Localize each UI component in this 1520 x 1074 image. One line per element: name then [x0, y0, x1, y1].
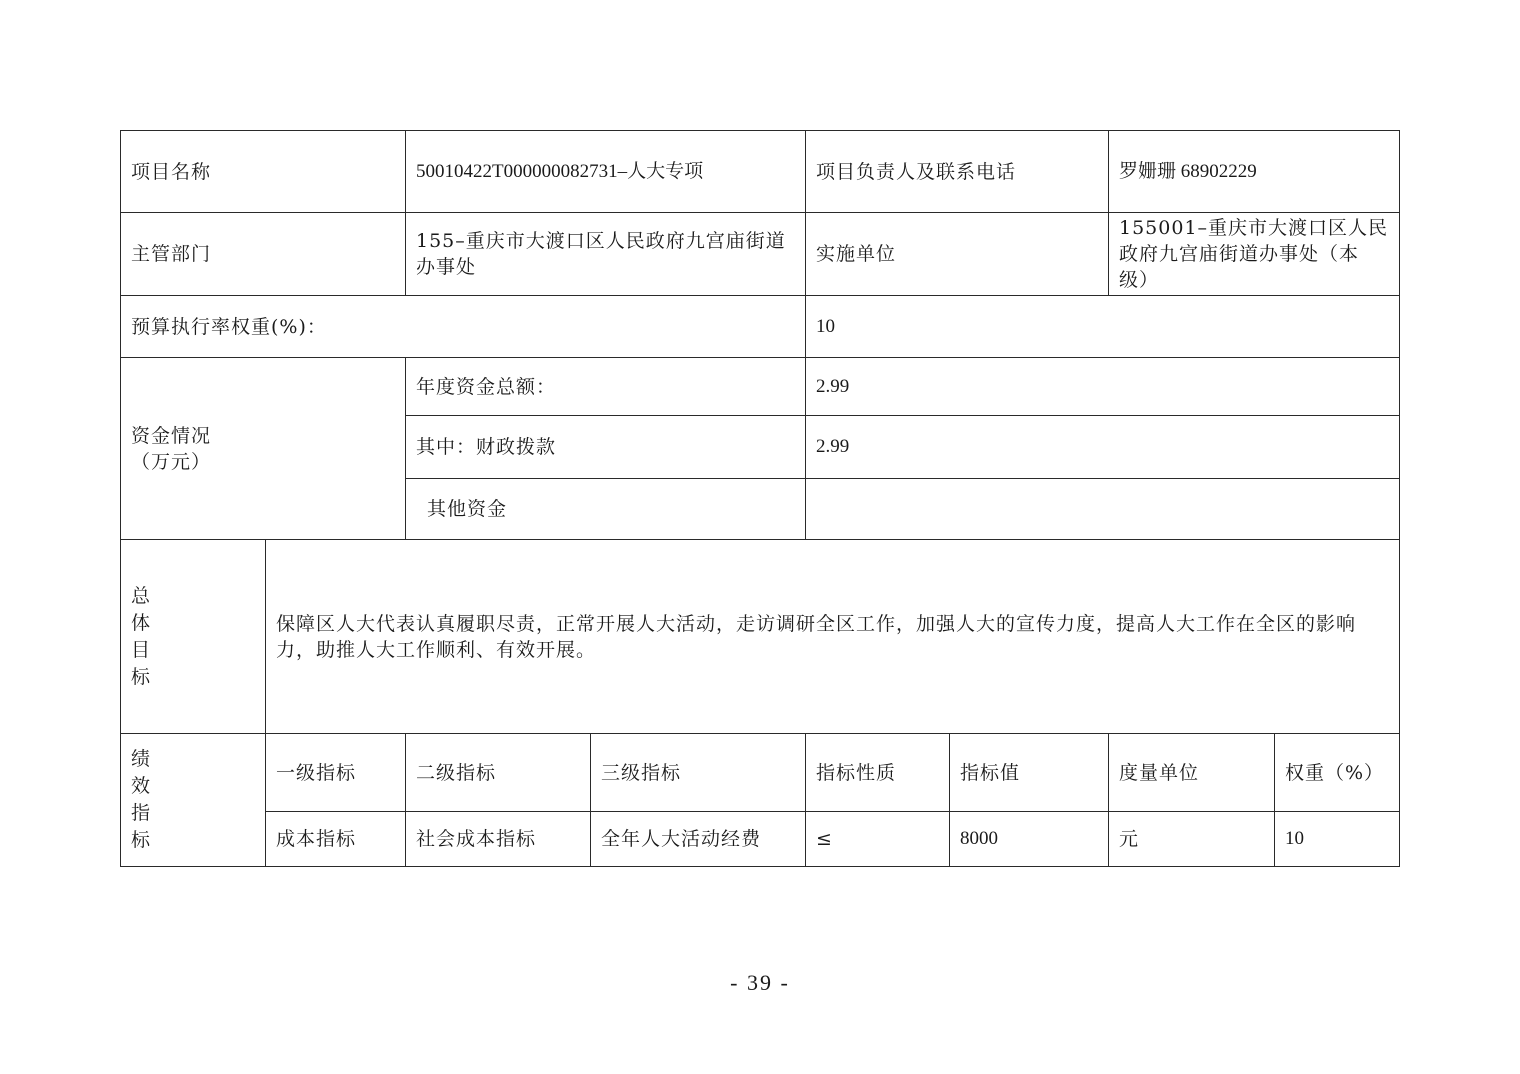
- fiscal-value: 2.99: [805, 415, 1400, 479]
- project-leader-value: 罗姗珊 68902229: [1108, 130, 1400, 213]
- table-row-unit: 元: [1108, 811, 1275, 867]
- impl-unit-value: 155001–重庆市大渡口区人民政府九宫庙街道办事处（本级）: [1108, 212, 1400, 296]
- header-level1: 一级指标: [265, 733, 406, 812]
- header-nature: 指标性质: [805, 733, 950, 812]
- fiscal-label: 其中：财政拨款: [405, 415, 806, 479]
- table-row-nature: ≤: [805, 811, 950, 867]
- header-unit: 度量单位: [1108, 733, 1275, 812]
- budget-rate-label: 预算执行率权重(%)：: [120, 295, 806, 358]
- project-name-label: 项目名称: [120, 130, 406, 213]
- goal-label-char: 体: [131, 611, 152, 634]
- indicators-label-char: 效: [131, 775, 152, 797]
- goal-label-char: 总: [131, 584, 152, 607]
- indicators-label-char: 绩: [131, 748, 152, 770]
- other-funds-value: [805, 478, 1400, 540]
- table-row-level2: 社会成本指标: [405, 811, 591, 867]
- impl-unit-label: 实施单位: [805, 212, 1109, 296]
- budget-rate-value: 10: [805, 295, 1400, 358]
- header-level2: 二级指标: [405, 733, 591, 812]
- dept-label: 主管部门: [120, 212, 406, 296]
- project-leader-label: 项目负责人及联系电话: [805, 130, 1109, 213]
- indicators-label-char: 标: [131, 829, 152, 851]
- other-funds-label-text: 其他资金: [427, 498, 508, 520]
- header-weight: 权重（%）: [1274, 733, 1400, 812]
- annual-total-value: 2.99: [805, 357, 1400, 416]
- goal-label-char: 标: [131, 665, 152, 688]
- project-name-value: 50010422T000000082731–人大专项: [405, 130, 806, 213]
- indicators-label: [120, 733, 266, 867]
- table-row-level1: 成本指标: [265, 811, 406, 867]
- funds-label-line2: （万元）: [131, 450, 212, 473]
- goal-label: [120, 539, 266, 734]
- header-value: 指标值: [949, 733, 1109, 812]
- indicators-label-char: 指: [131, 802, 152, 824]
- goal-text: 保障区人大代表认真履职尽责，正常开展人大活动，走访调研全区工作，加强人大的宣传力度，提高人大工作在全区的影响力，助推人大工作顺利、有效开展。: [265, 539, 1400, 734]
- funds-label: [120, 357, 406, 540]
- table-row-value: 8000: [949, 811, 1109, 867]
- annual-total-label: 年度资金总额：: [405, 357, 806, 416]
- funds-label-line1: 资金情况: [131, 424, 212, 447]
- header-level3: 三级指标: [590, 733, 806, 812]
- page-number: - 39 -: [730, 970, 790, 995]
- dept-value: 155–重庆市大渡口区人民政府九宫庙街道办事处: [405, 212, 806, 296]
- other-funds-label: [405, 478, 806, 540]
- goal-label-char: 目: [131, 638, 152, 661]
- table-row-weight: 10: [1274, 811, 1400, 867]
- table-row-level3: 全年人大活动经费: [590, 811, 806, 867]
